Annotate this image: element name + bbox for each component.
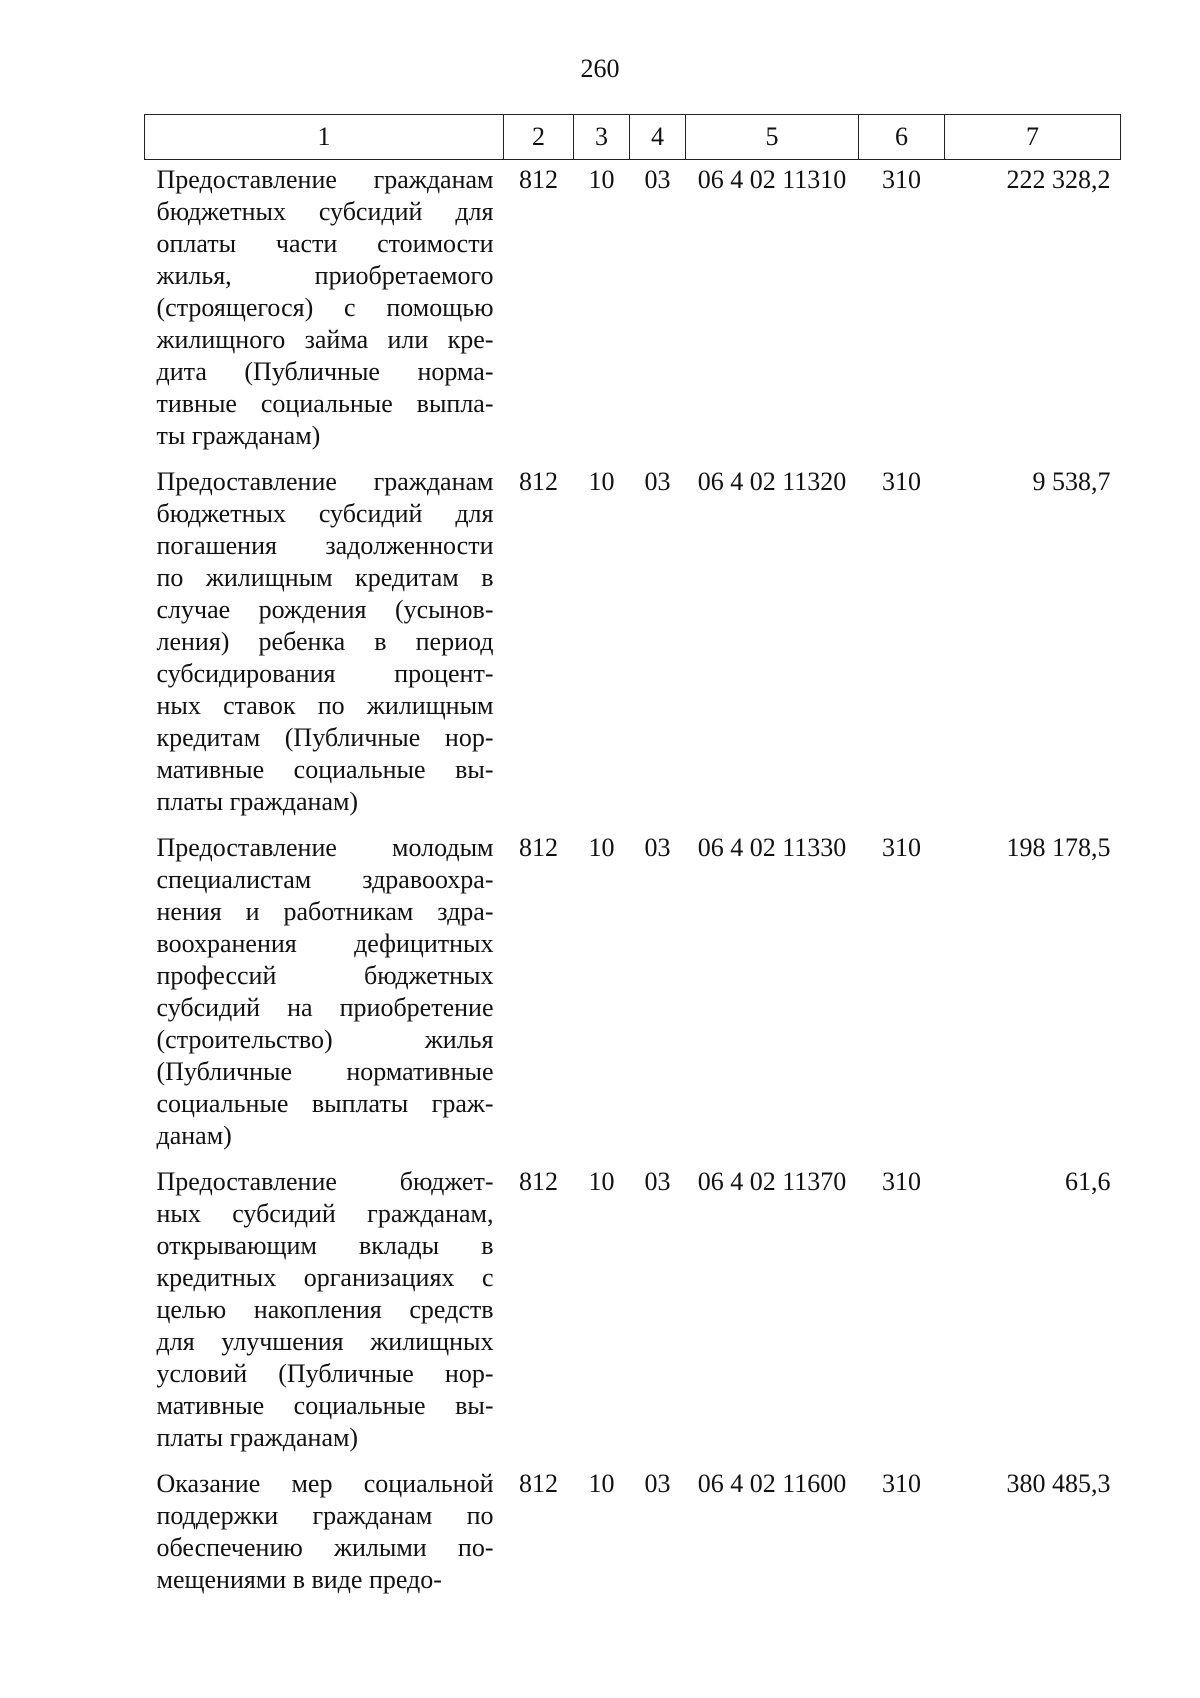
description-line: субсидий на приобретение: [156, 993, 494, 1022]
description-line: нения и работникам здра-: [156, 897, 494, 926]
row-col-4: 03: [644, 165, 671, 194]
row-col-2: 812: [519, 165, 558, 194]
description-line: погашения задолженности: [156, 531, 494, 560]
table-row: [145, 828, 1121, 1162]
row-col-5-code: 06 4 02 11600: [697, 1469, 847, 1498]
row-col-7-amount: 198 178,5: [1006, 833, 1111, 862]
description-line: данам): [156, 1121, 232, 1150]
row-col-7-amount: 9 538,7: [1032, 467, 1111, 496]
row-col-3: 10: [588, 467, 615, 496]
header-col-2: 2: [504, 115, 574, 160]
row-col-4: 03: [644, 467, 671, 496]
row-col-6: 310: [882, 165, 921, 194]
row-col-4: 03: [644, 833, 671, 862]
description-line: платы гражданам): [156, 1423, 359, 1452]
header-col-4: 4: [630, 115, 686, 160]
table-header: [145, 115, 1121, 160]
description-line: мещениями в виде предо-: [156, 1565, 442, 1594]
description-line: профессий бюджетных: [156, 961, 494, 990]
description-line: (строительство) жилья: [156, 1025, 494, 1054]
row-col-2: 812: [519, 1167, 558, 1196]
row-description: [145, 160, 504, 463]
header-col-1: 1: [145, 115, 504, 160]
row-col-3: 10: [588, 165, 615, 194]
header-col-5: 5: [686, 115, 859, 160]
table-row: [145, 1162, 1121, 1464]
description-line: социальные выплаты граж-: [156, 1089, 494, 1118]
description-line: тивные социальные выпла-: [156, 389, 494, 418]
description-line: Предоставление молодым: [156, 833, 494, 862]
header-row: [145, 115, 1121, 160]
row-col-7-amount: 222 328,2: [1006, 165, 1111, 194]
row-col-4: 03: [644, 1469, 671, 1498]
row-col-6: 310: [882, 1167, 921, 1196]
description-line: Оказание мер социальной: [156, 1469, 494, 1498]
description-line: открывающим вклады в: [156, 1231, 494, 1260]
description-line: ных субсидий гражданам,: [156, 1199, 494, 1228]
description-line: (строящегося) с помощью: [156, 293, 494, 322]
description-line: субсидирования процент-: [156, 659, 494, 688]
description-line: Предоставление гражданам: [156, 165, 494, 194]
row-col-4: 03: [644, 1167, 671, 1196]
row-col-2: 812: [519, 467, 558, 496]
description-line: Предоставление бюджет-: [156, 1167, 494, 1196]
header-col-3: 3: [574, 115, 630, 160]
row-col-3: 10: [588, 833, 615, 862]
row-description: [145, 462, 504, 828]
row-col-3: 10: [588, 1167, 615, 1196]
row-col-6: 310: [882, 1469, 921, 1498]
row-col-5-code: 06 4 02 11370: [697, 1167, 847, 1196]
description-line: ления) ребенка в период: [156, 627, 494, 656]
budget-table: [144, 114, 1121, 1606]
description-line: специалистам здравоохра-: [156, 865, 494, 894]
row-col-6: 310: [882, 833, 921, 862]
description-line: бюджетных субсидий для: [156, 499, 494, 528]
header-col-6: 6: [859, 115, 945, 160]
table-body: [145, 160, 1121, 1607]
header-col-7: 7: [945, 115, 1121, 160]
description-line: оплаты части стоимости: [156, 229, 494, 258]
row-col-2: 812: [519, 1469, 558, 1498]
row-col-5-code: 06 4 02 11330: [697, 833, 847, 862]
description-line: мативные социальные вы-: [156, 755, 494, 784]
description-line: платы гражданам): [156, 787, 359, 816]
table-row: [145, 160, 1121, 463]
description-line: Предоставление гражданам: [156, 467, 494, 496]
description-line: случае рождения (усынов-: [156, 595, 494, 624]
description-line: (Публичные нормативные: [156, 1057, 494, 1086]
row-col-5-code: 06 4 02 11310: [697, 165, 847, 194]
table-row: [145, 462, 1121, 828]
row-col-6: 310: [882, 467, 921, 496]
description-line: по жилищным кредитам в: [156, 563, 494, 592]
description-line: целью накопления средств: [156, 1295, 494, 1324]
row-description: [145, 1162, 504, 1464]
row-description: [145, 828, 504, 1162]
row-col-7-amount: 380 485,3: [1006, 1469, 1111, 1498]
description-line: бюджетных субсидий для: [156, 197, 494, 226]
row-description: [145, 1464, 504, 1606]
description-line: для улучшения жилищных: [156, 1327, 494, 1356]
description-line: кредитных организациях с: [156, 1263, 494, 1292]
description-line: кредитам (Публичные нор-: [156, 723, 494, 752]
description-line: жилищного займа или кре-: [156, 325, 494, 354]
table-row: [145, 1464, 1121, 1606]
description-line: поддержки гражданам по: [156, 1501, 494, 1530]
row-col-5-code: 06 4 02 11320: [697, 467, 847, 496]
description-line: дита (Публичные норма-: [156, 357, 494, 386]
description-line: ты гражданам): [156, 421, 321, 450]
description-line: жилья, приобретаемого: [156, 261, 494, 290]
description-line: мативные социальные вы-: [156, 1391, 494, 1420]
description-line: условий (Публичные нор-: [156, 1359, 494, 1388]
page-number: 260: [580, 54, 620, 83]
description-line: ных ставок по жилищным: [156, 691, 494, 720]
row-col-3: 10: [588, 1469, 615, 1498]
description-line: воохранения дефицитных: [156, 929, 494, 958]
row-col-2: 812: [519, 833, 558, 862]
row-col-7-amount: 61,6: [1065, 1167, 1111, 1196]
description-line: обеспечению жилыми по-: [156, 1533, 494, 1562]
